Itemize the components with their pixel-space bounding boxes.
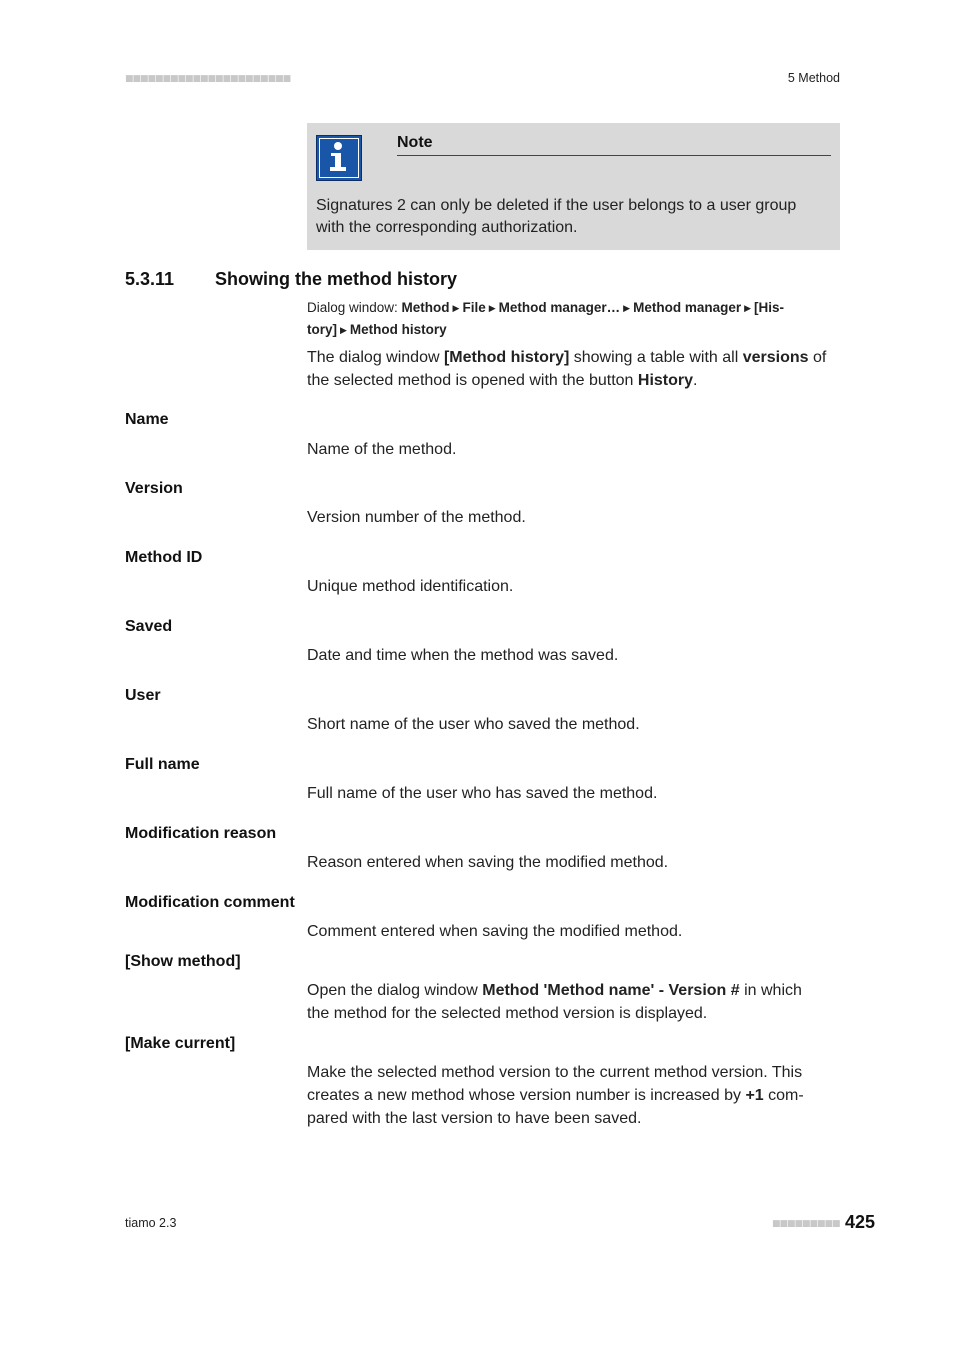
intro-text: The dialog window bbox=[307, 349, 444, 366]
term-show-method: [Show method] bbox=[125, 953, 241, 970]
note-box bbox=[307, 123, 840, 250]
note-title: Note bbox=[397, 134, 831, 156]
desc-version: Version number of the method. bbox=[307, 509, 526, 526]
desc-text: Open the dialog window bbox=[307, 982, 483, 999]
desc-make-current bbox=[307, 1061, 817, 1130]
desc-text: com- pared with the last version to have been saved. bbox=[307, 1087, 804, 1127]
term-method-id: Method ID bbox=[125, 549, 203, 566]
desc-name: Name of the method. bbox=[307, 441, 457, 458]
desc-text: in which the method for the selected method version is displayed. bbox=[307, 982, 802, 1022]
intro-text: showing a table with all bbox=[569, 349, 743, 366]
path-arrow-icon: ▶ bbox=[340, 325, 347, 335]
section-number: 5.3.11 bbox=[125, 269, 175, 289]
info-icon bbox=[316, 135, 362, 181]
term-make-current: [Make current] bbox=[125, 1035, 236, 1052]
desc-method-id: Unique method identification. bbox=[307, 578, 514, 595]
term-version: Version bbox=[125, 480, 183, 497]
desc-saved: Date and time when the method was saved. bbox=[307, 647, 619, 664]
desc-user: Short name of the user who saved the method. bbox=[307, 716, 640, 733]
path-history-a: [His- bbox=[754, 300, 785, 315]
path-prefix: Dialog window: bbox=[307, 300, 402, 315]
intro-history-button: History bbox=[637, 372, 694, 389]
footer-decoration: ■■■■■■■■■ bbox=[772, 1219, 840, 1229]
increment-value: +1 bbox=[745, 1087, 764, 1104]
desc-modification-comment: Comment entered when saving the modified method. bbox=[307, 923, 683, 940]
note-text: Signatures 2 can only be deleted if the user belongs to a user group with the corresponding authorization. bbox=[316, 197, 797, 236]
term-modification-reason: Modification reason bbox=[125, 825, 277, 842]
intro-versions: versions bbox=[742, 349, 809, 366]
desc-show-method bbox=[307, 979, 827, 1025]
page-number: 425 bbox=[845, 1212, 876, 1232]
path-arrow-icon: ▶ bbox=[623, 303, 631, 313]
intro-text: of the selected method is opened with the button bbox=[307, 349, 827, 389]
section-title: Showing the method history bbox=[215, 269, 457, 289]
desc-text: Make the selected method version to the current method version. This creates a new method whose version number is increased by bbox=[307, 1064, 803, 1104]
desc-full-name: Full name of the user who has saved the method. bbox=[307, 785, 658, 802]
term-user: User bbox=[125, 687, 161, 704]
path-arrow-icon: ▶ bbox=[452, 303, 460, 313]
path-history-b: tory] bbox=[307, 322, 337, 337]
chapter-title: 5 Method bbox=[787, 71, 840, 85]
intro-text: . bbox=[693, 372, 698, 389]
path-method-manager-menu: Method manager… bbox=[498, 300, 621, 315]
header-decoration: ■■■■■■■■■■■■■■■■■■■■■■ bbox=[125, 74, 291, 84]
desc-modification-reason: Reason entered when saving the modified method. bbox=[307, 854, 669, 871]
path-method-history: Method history bbox=[349, 322, 447, 337]
intro-dialog-name: [Method history] bbox=[443, 349, 570, 366]
term-full-name: Full name bbox=[125, 756, 200, 773]
dialog-name: Method 'Method name' - Version # bbox=[482, 982, 740, 999]
term-modification-comment: Modification comment bbox=[125, 894, 295, 911]
path-method-manager: Method manager bbox=[633, 300, 742, 315]
navigation-path bbox=[307, 297, 837, 341]
term-name: Name bbox=[125, 411, 169, 428]
path-file: File bbox=[462, 300, 486, 315]
path-method: Method bbox=[401, 300, 450, 315]
footer-product: tiamo 2.3 bbox=[125, 1216, 177, 1230]
term-saved: Saved bbox=[125, 618, 173, 635]
path-arrow-icon: ▶ bbox=[744, 303, 752, 313]
path-arrow-icon: ▶ bbox=[488, 303, 496, 313]
intro-paragraph bbox=[307, 346, 842, 392]
